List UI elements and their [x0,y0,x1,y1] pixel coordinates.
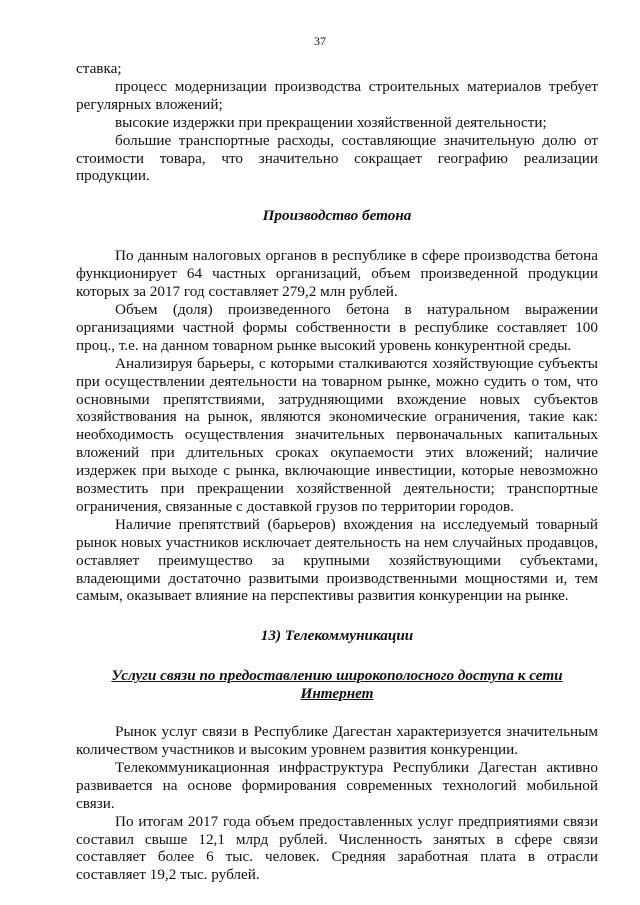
page-number: 37 [314,34,326,48]
paragraph: Анализируя барьеры, с которыми сталкиваются хозяйствующие субъекты при осуществлении деятельности на товарном рынке, можно судить о том, что основными препятствиями, затрудняющими вхождение новых субъектов хозяйствования на рынок, являются экономические ограничения, такие как: необходимость осуществления значительных первоначальных капитальных вложений при длительных сроках окупаемости этих вложений; наличие издержек при выходе с рынка, включающие инвестиции, которые невозможно возместить при прекращении хозяйственной деятельности; транспортные ограничения, связанные с доставкой грузов по территории городов. [76,354,598,515]
document-body [76,60,598,884]
paragraph: Наличие препятствий (барьеров) вхождения на исследуемый товарный рынок новых участников исключает деятельность на нем случайных продавцов, оставляет преимущество за крупными хозяйствующими субъектами, владеющими достаточно развитыми производственными мощностями и, тем самым, оказывает влияние на перспективы развития конкуренции на рынке. [76,515,598,605]
subsection-heading-broadband: Услуги связи по предоставлению широкополосного доступа к сети Интернет [111,667,563,703]
list-item: ставка; [76,60,122,77]
list-item: большие транспортные расходы, составляющие значительную долю от стоимости товара, что значительно сокращает географию реализации продукции. [76,131,598,185]
paragraph: По данным налоговых органов в республике в сфере производства бетона функционирует 64 частных организаций, объем произведенной продукции которых за 2017 год составляет 279,2 млн рублей. [76,247,598,301]
list-item: высокие издержки при прекращении хозяйственной деятельности; [115,113,547,131]
paragraph: Рынок услуг связи в Республике Дагестан характеризуется значительным количеством участников и высоким уровнем развития конкуренции. [76,723,598,758]
paragraph: По итогам 2017 года объем предоставленных услуг предприятиями связи составил свыше 12,1 млрд рублей. Численность занятых в сфере связи составляет более 6 тыс. человек. Средняя заработная плата в отрасли составляет 19,2 тыс. рублей. [76,812,598,884]
paragraph: Телекоммуникационная инфраструктура Республики Дагестан активно развивается на основе формирования современных технологий мобильной связи. [76,758,598,812]
list-item: процесс модернизации производства строительных материалов требует регулярных вложений; [76,77,598,113]
section-heading-telecom: 13) Телекоммуникации [260,627,414,645]
section-heading-concrete: Производство бетона [262,207,412,225]
paragraph: Объем (доля) произведенного бетона в натуральном выражении организациями частной формы собственности в республике составляет 100 проц., т.е. на данном товарном рынке высокий уровень конкурентной среды. [76,300,598,354]
